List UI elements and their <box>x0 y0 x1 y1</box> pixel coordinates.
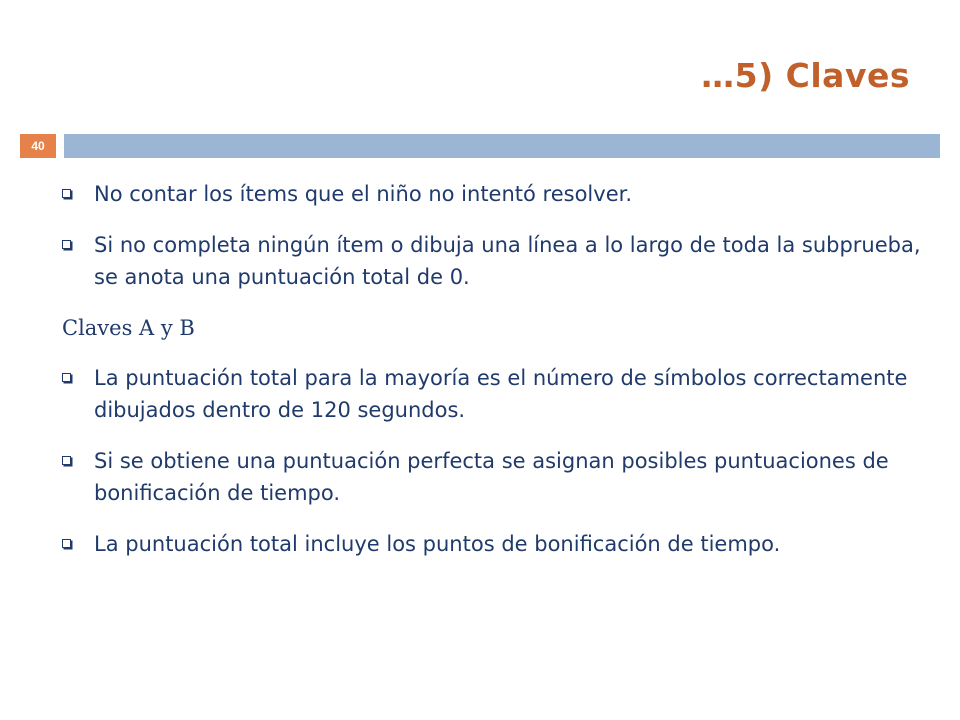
bullet-text: La puntuación total para la mayoría es el número de símbolos correctamente dibujados dentro de 120 segundos. <box>94 366 908 422</box>
bullet-text: Si se obtiene una puntuación perfecta se asignan posibles puntuaciones de bonificación de tiempo. <box>94 449 889 505</box>
slide-content <box>62 178 922 579</box>
bullet-item <box>62 528 922 560</box>
bullet-item <box>62 362 922 426</box>
bullet-item <box>62 178 922 210</box>
section-subheading: Claves A y B <box>62 316 195 340</box>
square-bullet-icon <box>62 240 71 249</box>
bullet-item <box>62 229 922 293</box>
bullet-text: La puntuación total incluye los puntos de bonificación de tiempo. <box>94 532 781 556</box>
square-bullet-icon <box>62 189 71 198</box>
square-bullet-icon <box>62 456 71 465</box>
bullet-text: No contar los ítems que el niño no intentó resolver. <box>94 182 632 206</box>
square-bullet-icon <box>62 373 71 382</box>
slide-number-badge: 40 <box>20 134 56 158</box>
title-rule-bar <box>64 134 940 158</box>
bullet-text: Si no completa ningún ítem o dibuja una línea a lo largo de toda la subprueba, se anota una puntuación total de 0. <box>94 233 921 289</box>
slide-title: …5) Claves <box>701 56 910 95</box>
square-bullet-icon <box>62 539 71 548</box>
bullet-item <box>62 445 922 509</box>
